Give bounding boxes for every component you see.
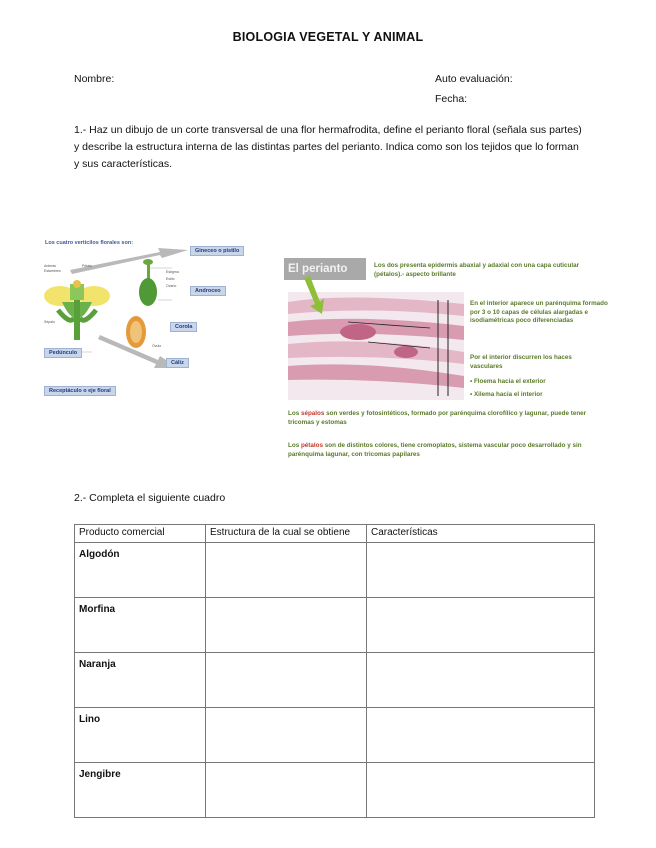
label-petalo: Pétalo [82, 264, 92, 268]
table-row [75, 543, 595, 598]
estructura-cell[interactable] [206, 543, 367, 598]
question-1: 1.- Haz un dibujo de un corte transversal de una flor hermafrodita, define el perianto floral (señala sus partes) y describe la estructura interna de las distintas partes del perianto. Indica como son los tejidos que lo forman y sus características. [74, 124, 582, 170]
caracteristicas-cell[interactable] [367, 708, 595, 763]
label-estambres: Estambres [44, 269, 61, 273]
estructura-cell[interactable] [206, 653, 367, 708]
header-estructura: Estructura de la cual se obtiene [206, 525, 367, 543]
product-cell: Lino [75, 708, 206, 763]
products-table [74, 524, 595, 818]
document-title: BIOLOGIA VEGETAL Y ANIMAL [232, 30, 424, 44]
perianth-figure [284, 258, 610, 470]
figure-header: Los cuatro verticilos florales son: [45, 240, 134, 246]
perianth-note-2: En el interior aparece un parénquima formado por 3 o 10 capas de células alargadas e isodiamétricas poco diferenciadas [470, 300, 608, 324]
product-cell: Algodón [75, 543, 206, 598]
perianth-bullet-xilema: • Xilema hacia el interior [470, 391, 543, 398]
label-ovario: Ovario [166, 284, 177, 288]
header-producto: Producto comercial [75, 525, 206, 543]
caracteristicas-cell[interactable] [367, 653, 595, 708]
nombre-label: Nombre: [74, 73, 115, 85]
question-2: 2.- Completa el siguiente cuadro [74, 492, 226, 504]
flower-whorls-figure [40, 240, 258, 400]
label-anteras: Anteras [44, 264, 57, 268]
tag-androceo: Androceo [190, 286, 226, 296]
estructura-cell[interactable] [206, 598, 367, 653]
table-row [75, 653, 595, 708]
product-cell: Jengibre [75, 763, 206, 818]
tag-gineceo: Gineceo o pistilo [190, 246, 244, 256]
tag-caliz: Cáliz [166, 358, 189, 368]
tag-receptaculo: Receptáculo o eje floral [44, 386, 116, 396]
header-caracteristicas: Características [367, 525, 595, 543]
tag-corola: Corola [170, 322, 197, 332]
table-header-row [75, 525, 595, 543]
caracteristicas-cell[interactable] [367, 598, 595, 653]
product-cell: Naranja [75, 653, 206, 708]
fecha-label: Fecha: [435, 93, 468, 105]
caracteristicas-cell[interactable] [367, 543, 595, 598]
estructura-cell[interactable] [206, 763, 367, 818]
flower-diagram [40, 240, 258, 400]
label-estigma: Estigma [166, 270, 179, 274]
autoevaluacion-label: Auto evaluación: [435, 73, 513, 85]
perianth-note-1: Los dos presenta epidermis abaxial y adaxial con una capa cuticular (pétalos).- aspecto brillante [374, 262, 580, 278]
label-estilo: Estilo [166, 277, 175, 281]
table-row [75, 763, 595, 818]
table-row [75, 708, 595, 763]
perianth-note-3: Por el interior discurren los haces vasculares [470, 354, 572, 370]
table-row [75, 598, 595, 653]
sepalos-note: Los sépalos son verdes y fotosintéticos, formado por parénquima clorofílico y lagunar, puede tener tricomas y estomas [288, 410, 587, 426]
petalos-note: Los pétalos son de distintos colores, tiene cromoplatos, sistema vascular poco desarrollado y sin parénquima lagunar, con tricomas papilares [288, 442, 582, 458]
label-ovulo: Óvulo [152, 344, 162, 348]
tag-pedunculo: Pedúnculo [44, 348, 82, 358]
perianth-bullet-floema: • Floema hacia el exterior [470, 378, 546, 385]
label-sepalo: Sépalo [44, 320, 55, 324]
estructura-cell[interactable] [206, 708, 367, 763]
pointer-arrow [300, 276, 330, 316]
caracteristicas-cell[interactable] [367, 763, 595, 818]
perianto-heading: El perianto [284, 258, 366, 280]
product-cell: Morfina [75, 598, 206, 653]
